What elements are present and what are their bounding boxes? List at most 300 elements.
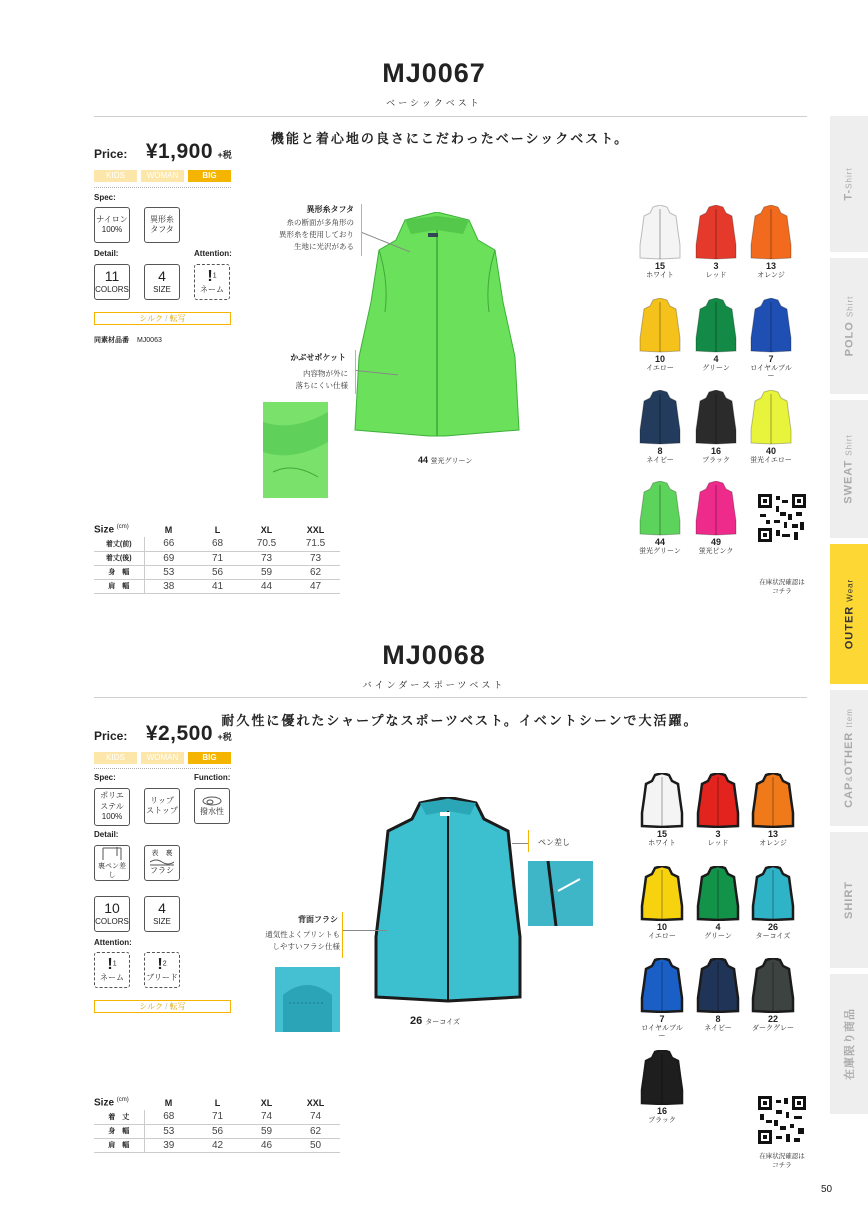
vest-swatch-image [694, 481, 738, 536]
size-cell: 71.5 [305, 538, 326, 550]
detail-mesh [144, 845, 180, 881]
color-swatch [636, 205, 684, 280]
spec-line: タフタ [150, 225, 174, 234]
size-cell: 71 [211, 1111, 224, 1123]
page-number: 50 [821, 1184, 833, 1195]
size-cell: 39 [163, 1139, 175, 1151]
swatch-name: ロイヤルブルー [750, 364, 792, 381]
swatch-name: グリーン [702, 364, 730, 372]
tab-main: POLO [843, 321, 855, 357]
spec-line: ポリエ [100, 791, 124, 801]
exclamation-icon: ! [107, 955, 113, 973]
tab-sub: Wear [845, 578, 854, 602]
tab-sweat-shirt[interactable] [830, 400, 868, 538]
model-subtitle: ベーシックベスト [386, 98, 482, 108]
size-cell: 53 [163, 1125, 175, 1137]
size-woman: WOMAN [141, 170, 184, 182]
size-cell: 71 [211, 552, 224, 564]
tab-main: SHIRT [843, 881, 855, 919]
tab-main: OTHER [843, 731, 856, 776]
size-row [94, 1138, 340, 1152]
vest-swatch-image [638, 481, 682, 536]
color-swatch [638, 958, 686, 1042]
price-tax: +税 [217, 732, 232, 742]
callout-line: 内容物が外に [303, 369, 348, 378]
color-swatch [694, 866, 742, 941]
spec-label: Spec: [94, 773, 116, 782]
vest-swatch-image [694, 390, 738, 445]
print-silk: シルク [139, 1002, 163, 1011]
swatch-number: 44 [654, 537, 665, 547]
size-big: BIG [188, 170, 231, 182]
vest-swatch-image [696, 773, 740, 828]
size-cell: 50 [309, 1139, 322, 1151]
callout-bar [342, 912, 343, 958]
swatch-name: 蛍光ピンク [698, 547, 734, 555]
spec-line: ステル [100, 801, 124, 811]
tab-outer-wear[interactable] [830, 544, 868, 684]
vest-swatch-image [694, 298, 738, 353]
same-material-label: 同素材品番 [94, 337, 129, 344]
swatch-number: 16 [710, 446, 721, 456]
main-color-number: 26 [410, 1015, 423, 1027]
color-swatch [749, 866, 797, 941]
tab-sub: Shirt [845, 434, 855, 456]
swatch-number: 22 [767, 1014, 778, 1024]
size-cell: 56 [211, 566, 224, 578]
swatch-name: ダークグレー [752, 1024, 794, 1032]
swatch-number: 3 [715, 829, 721, 839]
tab-label [843, 708, 855, 808]
size-col-header: XXL [306, 1098, 325, 1108]
spec-label: Spec: [94, 193, 116, 202]
size-row-label: 身 幅 [94, 565, 144, 579]
callout-pen-title: ペン差し [538, 838, 570, 847]
color-swatch [636, 390, 684, 465]
size-label: Size [94, 524, 115, 536]
attention-text: ブリード [146, 972, 178, 982]
spec-nylon [94, 207, 130, 243]
size-row [94, 537, 340, 551]
attention-name-badge [94, 952, 130, 988]
swatch-number: 13 [765, 261, 776, 271]
back-mesh-closeup-image [275, 967, 340, 1032]
attention-label: Attention: [94, 938, 132, 947]
size-cell: 56 [211, 1125, 224, 1137]
tab-shirt[interactable] [830, 832, 868, 968]
color-swatch [749, 773, 797, 848]
callout-taffeta-desc [258, 217, 354, 253]
vest-swatch-image [751, 773, 795, 828]
print-method-bar [94, 1000, 231, 1013]
tab-label [841, 1008, 857, 1080]
swatch-name: ブラック [648, 1116, 676, 1124]
size-table-header [94, 523, 144, 537]
detail-text: フラシ [150, 866, 174, 876]
size-col-header: XXL [306, 525, 325, 535]
exclamation-icon: ! [157, 955, 163, 973]
colors-number: 10 [104, 900, 120, 917]
size-text: SIZE [153, 916, 171, 926]
size-cell: 46 [260, 1139, 273, 1151]
attention-text: ネーム [100, 972, 124, 982]
size-col-header: M [164, 1098, 173, 1108]
colors-count-badge [94, 264, 130, 300]
pocket-closeup-image [263, 402, 328, 498]
size-cell: 47 [309, 580, 322, 592]
size-cell: 53 [163, 566, 175, 578]
swatch-name: イエロー [648, 932, 676, 940]
qr-line: コチラ [772, 588, 792, 596]
tab-label [843, 167, 855, 200]
size-table-mj0067 [94, 523, 340, 594]
divider [94, 697, 807, 698]
color-swatch [692, 481, 740, 556]
main-color-name: ターコイズ [425, 1019, 461, 1026]
mesh-icon [150, 858, 174, 866]
spec-polyester [94, 788, 130, 826]
swatch-name: レッド [707, 839, 729, 847]
color-swatch [747, 298, 795, 382]
catch-copy: 機能と着心地の良さにこだわったベーシックベスト。 [270, 131, 630, 146]
tab-polo-shirt[interactable] [830, 258, 868, 394]
swatch-name: ネイビー [704, 1024, 732, 1032]
swatch-number: 10 [654, 354, 665, 364]
size-text: SIZE [153, 284, 171, 294]
color-swatch [694, 773, 742, 848]
callout-line: 糸の断面が多角形の [286, 218, 354, 227]
size-row [94, 579, 340, 593]
swatch-name: ホワイト [648, 839, 676, 847]
attention-bleed-badge [144, 952, 180, 988]
tab-main: 在庫限り商品 [844, 1008, 856, 1080]
callout-leader [343, 930, 387, 931]
size-unit: (cm) [116, 1097, 129, 1104]
swatch-number: 49 [710, 537, 721, 547]
size-cell: 62 [309, 566, 322, 578]
dotted-divider [94, 187, 231, 188]
swatch-name: グリーン [704, 932, 732, 940]
swatch-number: 13 [767, 829, 778, 839]
color-swatch [747, 205, 795, 280]
swatch-name: ロイヤルブルー [641, 1024, 683, 1041]
callout-line: 異形糸を使用しており [279, 230, 354, 239]
size-range-bar [94, 752, 231, 764]
size-col-header: XL [260, 525, 273, 535]
swatch-name: ネイビー [646, 456, 674, 464]
size-row [94, 1110, 340, 1124]
color-swatch [638, 773, 686, 848]
tab-sub: Item [845, 708, 855, 728]
spec-line: ストップ [146, 806, 178, 815]
colors-text: COLORS [95, 284, 129, 294]
color-swatch [747, 390, 795, 465]
size-col-header: XL [260, 1098, 273, 1108]
size-range-bar [94, 170, 231, 182]
vest-swatch-image [640, 958, 684, 1013]
qr-line: 在庫状況確認は [759, 579, 805, 586]
attention-name-badge [194, 264, 230, 300]
qr-caption [752, 1152, 812, 1170]
price-block [94, 140, 234, 164]
swatch-number: 15 [654, 261, 665, 271]
main-vest-caption [418, 455, 472, 466]
size-big: BIG [188, 752, 231, 764]
print-transfer: 転写 [169, 314, 186, 323]
size-cell: 62 [309, 1125, 322, 1137]
swatch-number: 3 [713, 261, 719, 271]
swatch-name: ブラック [702, 456, 730, 464]
tab-main: T- [842, 188, 855, 201]
size-col-header: L [214, 525, 221, 535]
callout-line: 生地に光沢がある [294, 242, 354, 251]
size-row-label: 着丈(前) [94, 537, 144, 551]
size-row [94, 1124, 340, 1138]
size-row-label: 肩 幅 [94, 579, 144, 593]
size-row [94, 565, 340, 579]
vest-swatch-image [749, 298, 793, 353]
qr-code [758, 494, 806, 542]
vest-swatch-image [696, 958, 740, 1013]
size-cell: 42 [211, 1139, 224, 1151]
colors-count-badge [94, 896, 130, 932]
tab-t-shirt[interactable] [830, 116, 868, 252]
swatch-number: 4 [713, 354, 719, 364]
main-color-number: 44 [418, 455, 429, 465]
tab-cap-other-item[interactable] [830, 690, 868, 826]
qr-line: コチラ [772, 1162, 792, 1170]
callout-line: しやすいフラシ仕様 [272, 942, 340, 951]
callout-bar [528, 830, 529, 852]
pen-pocket-icon [101, 846, 123, 862]
spec-ripstop [144, 788, 180, 824]
swatch-number: 4 [715, 922, 721, 932]
tab-sub: Shirt [844, 167, 854, 189]
swatch-number: 26 [767, 922, 778, 932]
swatch-name: レッド [705, 271, 727, 279]
size-woman: WOMAN [141, 752, 184, 764]
size-cell: 59 [260, 566, 273, 578]
size-row-label: 肩 幅 [94, 1138, 144, 1152]
vest-swatch-image [751, 958, 795, 1013]
callout-leader [512, 843, 528, 844]
function-text: 撥水性 [200, 806, 224, 816]
callout-mesh-desc [255, 929, 340, 953]
same-material [94, 335, 162, 345]
print-silk: シルク [139, 314, 163, 323]
main-vest-image-green [345, 212, 530, 442]
size-col-header: M [164, 525, 173, 535]
size-row-label: 着丈(後) [94, 551, 144, 565]
callout-mesh-title: 背面フラシ [298, 915, 338, 924]
tab-main: OUTER [843, 605, 855, 650]
size-cell: 66 [163, 538, 175, 550]
detail-label: Detail: [94, 830, 119, 839]
attention-label: Attention: [194, 249, 232, 258]
size-cell: 68 [211, 538, 224, 550]
swatch-name: ターコイズ [755, 932, 791, 940]
swatch-name: オレンジ [759, 839, 787, 847]
size-count-badge [144, 264, 180, 300]
print-transfer: 転写 [169, 1002, 186, 1011]
main-vest-caption [410, 1015, 460, 1027]
callout-bar [361, 204, 362, 256]
size-count-badge [144, 896, 180, 932]
swatch-number: 7 [768, 354, 774, 364]
swatch-number: 16 [656, 1106, 667, 1116]
spec-line: ナイロン [96, 214, 128, 224]
detail-caption: 表 裏 [151, 850, 173, 858]
color-swatch [694, 958, 742, 1033]
main-vest-image-turquoise [368, 797, 528, 1005]
size-cell: 73 [260, 552, 273, 564]
attention-number: 1 [112, 960, 117, 968]
size-row-label: 着 丈 [94, 1110, 144, 1124]
tab-label [843, 434, 855, 503]
price-block [94, 722, 234, 746]
catch-copy: 耐久性に優れたシャープなスポーツベスト。イベントシーンで大活躍。 [221, 713, 699, 728]
callout-line: 落ちにくい仕様 [295, 381, 348, 390]
main-color-name: 蛍光グリーン [430, 458, 473, 465]
print-slash: / [165, 1002, 168, 1011]
vest-swatch-image [640, 1050, 684, 1105]
size-cell: 41 [211, 580, 224, 592]
print-slash: / [165, 314, 168, 323]
pen-pocket-closeup-image [528, 861, 593, 926]
attention-number: 2 [162, 960, 167, 968]
attention-text: ネーム [200, 284, 224, 294]
swatch-number: 10 [656, 922, 667, 932]
qr-caption [752, 578, 812, 596]
attention-number: 1 [212, 272, 217, 280]
model-subtitle: バインダースポーツベスト [362, 680, 506, 690]
vest-swatch-image [749, 205, 793, 260]
size-cell: 59 [260, 1125, 273, 1137]
tab-limited-stock[interactable] [830, 974, 868, 1114]
size-cell: 38 [163, 580, 175, 592]
spec-line: 100% [101, 812, 123, 822]
color-swatch [636, 481, 684, 556]
price-value: ¥1,900 [145, 140, 214, 163]
size-row [94, 551, 340, 565]
size-cell: 73 [309, 552, 322, 564]
price-value: ¥2,500 [145, 722, 214, 745]
tab-sub: Shirt [845, 295, 854, 318]
swatch-name: 蛍光イエロー [750, 456, 792, 464]
price-label: Price: [94, 729, 128, 743]
color-swatch [692, 298, 740, 373]
callout-taffeta-title: 異形糸タフタ [306, 205, 354, 214]
function-water-repellent [194, 788, 230, 824]
print-method-bar [94, 312, 231, 325]
swatch-name: オレンジ [757, 271, 785, 279]
vest-swatch-image [696, 866, 740, 921]
qr-line: 在庫状況確認は [759, 1153, 805, 1160]
size-table-mj0068 [94, 1096, 340, 1153]
price-label: Price: [94, 147, 128, 161]
size-unit: (cm) [116, 524, 129, 531]
detail-text: 裏ペン差し [98, 862, 126, 879]
model-title-mj0067: MJ0067 [382, 58, 486, 88]
color-swatch [749, 958, 797, 1033]
vest-swatch-image [638, 205, 682, 260]
color-swatch [692, 390, 740, 465]
size-cell: 74 [260, 1111, 273, 1123]
size-row-label: 身 幅 [94, 1124, 144, 1138]
size-cell: 68 [163, 1111, 175, 1123]
callout-pocket-title: かぶせポケット [290, 353, 346, 362]
detail-pen-pocket [94, 845, 130, 881]
swatch-number: 40 [765, 446, 776, 456]
tab-label [843, 579, 855, 650]
callout-line: 通気性よくプリントも [265, 930, 340, 939]
swatch-number: 15 [656, 829, 667, 839]
exclamation-icon: ! [207, 267, 213, 285]
water-drop-icon [201, 795, 223, 807]
model-title-mj0068: MJ0068 [382, 640, 486, 670]
spec-line: 100% [101, 225, 123, 234]
function-label: Function: [194, 773, 231, 782]
dotted-divider [94, 768, 231, 769]
tab-main: SWEAT [843, 459, 856, 504]
vest-swatch-image [749, 390, 793, 445]
detail-label: Detail: [94, 249, 119, 258]
size-kids: KIDS [94, 752, 137, 764]
size-table-header [94, 1096, 144, 1110]
tab-label [843, 881, 855, 919]
spec-line: 異形糸 [150, 214, 174, 224]
swatch-number: 8 [657, 446, 663, 456]
colors-text: COLORS [95, 916, 129, 926]
size-label: Size [94, 1097, 115, 1109]
spec-taffeta [144, 207, 180, 243]
color-swatch [638, 866, 686, 941]
swatch-name: 蛍光グリーン [639, 547, 681, 555]
same-material-value: MJ0063 [136, 337, 162, 344]
vest-swatch-image [751, 866, 795, 921]
qr-code [758, 1096, 806, 1144]
vest-swatch-image [640, 773, 684, 828]
spec-line: リップ [150, 795, 174, 805]
size-number: 4 [158, 900, 166, 917]
divider [94, 116, 807, 117]
size-cell: 74 [309, 1111, 322, 1123]
tab-amp: & [845, 775, 855, 782]
size-cell: 69 [163, 552, 175, 564]
swatch-number: 8 [715, 1014, 721, 1024]
vest-swatch-image [640, 866, 684, 921]
vest-swatch-image [638, 298, 682, 353]
swatch-name: イエロー [646, 364, 674, 372]
colors-number: 11 [104, 268, 120, 285]
size-col-header: L [214, 1098, 221, 1108]
tab-label [843, 296, 855, 357]
color-swatch [636, 298, 684, 373]
size-cell: 70.5 [256, 538, 277, 550]
callout-bar [355, 350, 356, 394]
size-number: 4 [158, 268, 166, 285]
swatch-name: ホワイト [646, 271, 674, 279]
swatch-number: 7 [659, 1014, 665, 1024]
size-cell: 44 [260, 580, 273, 592]
color-swatch [692, 205, 740, 280]
color-swatch [638, 1050, 686, 1125]
price-tax: +税 [217, 150, 232, 160]
vest-swatch-image [638, 390, 682, 445]
size-kids: KIDS [94, 170, 137, 182]
callout-pocket-desc [270, 368, 348, 392]
vest-swatch-image [694, 205, 738, 260]
